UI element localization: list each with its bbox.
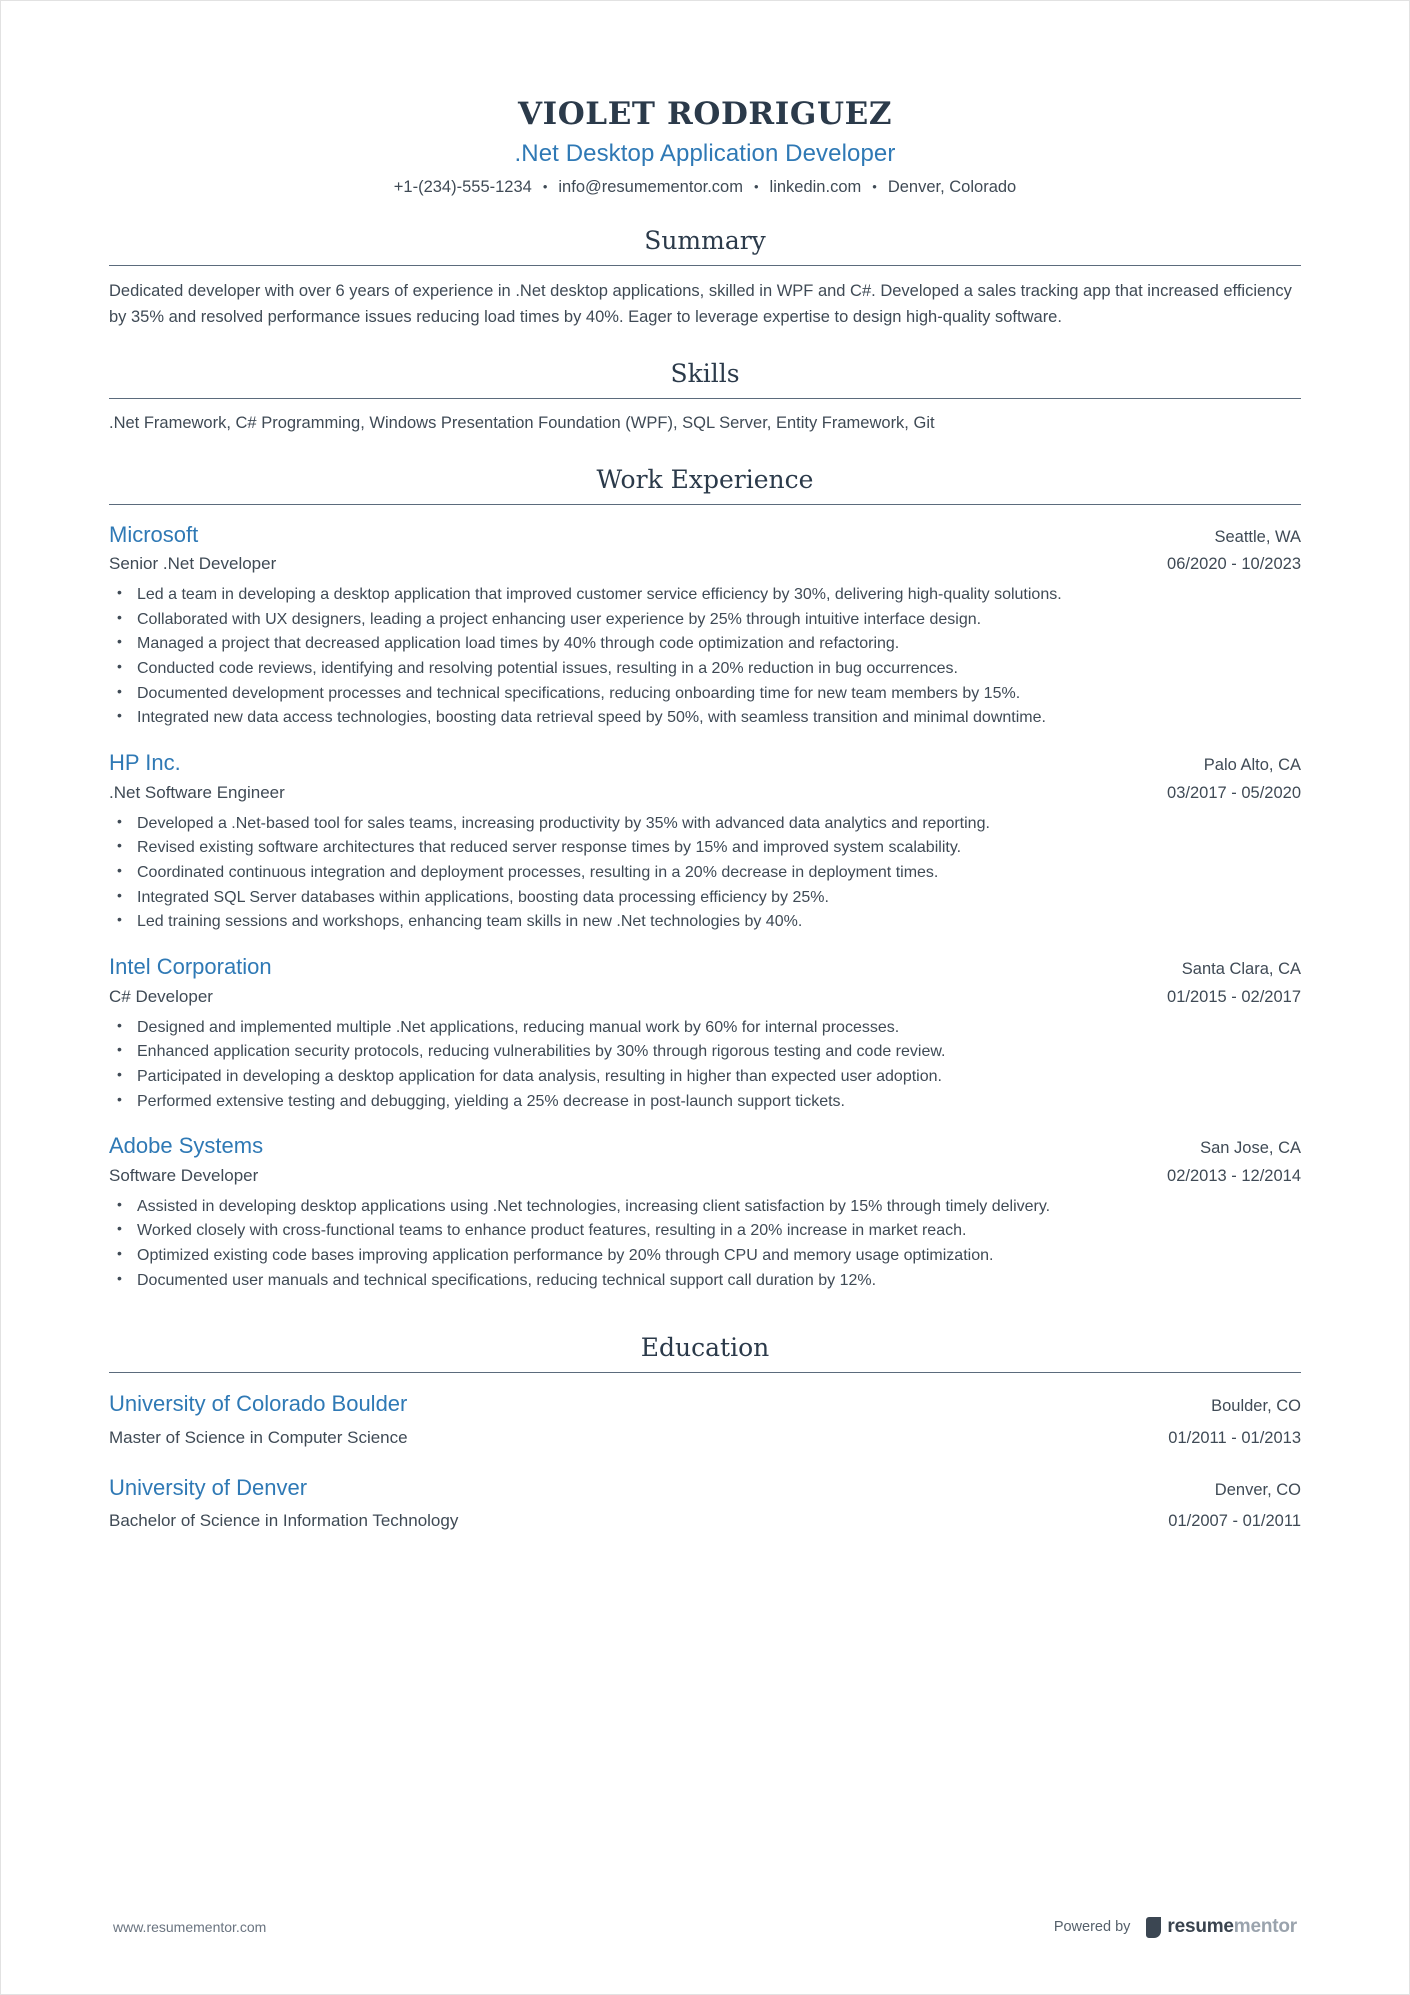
education-entry-header-row xyxy=(109,1390,1301,1419)
resumementor-logo xyxy=(1146,1916,1297,1938)
education-entry xyxy=(109,1373,1301,1450)
work-company-name: Microsoft xyxy=(109,521,199,547)
summary-text: Dedicated developer with over 6 years of experience in .Net desktop applications, skilled in WPF and C#. Developed a sales tracking app that increased efficiency by 35% and resolved performance issues reducing load times by 40%. Eager to leverage expertise to design high-quality software. xyxy=(109,281,1292,326)
footer-branding xyxy=(1054,1916,1297,1938)
education-date-range: 01/2011 - 01/2013 xyxy=(1168,1428,1301,1447)
work-bullet-item: • Managed a project that decreased application load times by 40% through code optimization and refactoring. xyxy=(109,632,1301,656)
powered-by-label: Powered by xyxy=(1053,1919,1131,1935)
work-bullet-item: • Documented development processes and technical specifications, reducing onboarding time for new team members by 15%. xyxy=(109,682,1301,706)
work-entry-list xyxy=(109,505,1301,1293)
bullet-separator-icon: • xyxy=(542,179,548,195)
education-location: Denver, CO xyxy=(1214,1480,1301,1499)
work-location: Seattle, WA xyxy=(1214,527,1301,546)
brand-wordmark-second: mentor xyxy=(1233,1916,1297,1937)
section-title-education: Education xyxy=(640,1333,770,1363)
candidate-job-title: .Net Desktop Application Developer xyxy=(514,140,896,168)
work-entry-header-row xyxy=(109,953,1301,982)
work-bullet-item: • Participated in developing a desktop application for data analysis, resulting in higher than expected user adoption. xyxy=(109,1065,1301,1089)
work-location: San Jose, CA xyxy=(1200,1139,1301,1158)
work-bullet-item: • Documented user manuals and technical specifications, reducing technical support call duration by 12%. xyxy=(109,1269,1301,1293)
skills-list: .Net Framework, C# Programming, Windows Presentation Foundation (WPF), SQL Server, Entity Framework, Git xyxy=(109,414,935,433)
work-bullet-item: • Developed a .Net-based tool for sales teams, increasing productivity by 35% with advanced data analytics and reporting. xyxy=(109,812,1301,836)
education-entry xyxy=(109,1450,1301,1534)
work-date-range: 01/2015 - 02/2017 xyxy=(1167,987,1301,1006)
work-bullet-item: • Led a team in developing a desktop application that improved customer service efficiency by 30%, delivering high-quality solutions. xyxy=(109,583,1301,607)
work-bullet-item: • Integrated new data access technologies, boosting data retrieval speed by 50%, with seamless transition and minimal downtime. xyxy=(109,706,1301,730)
education-date-range: 01/2007 - 01/2011 xyxy=(1168,1512,1301,1531)
work-bullet-item: • Collaborated with UX designers, leading a project enhancing user experience by 25% through intuitive interface design. xyxy=(109,608,1301,632)
resume-sheet xyxy=(1,1,1409,1533)
contact-linkedin[interactable]: linkedin.com xyxy=(769,178,862,197)
contact-email[interactable]: info@resumementor.com xyxy=(558,178,743,197)
brand-wordmark xyxy=(1167,1916,1297,1938)
work-bullet-item: • Coordinated continuous integration and deployment processes, resulting in a 20% decrease in deployment times. xyxy=(109,861,1301,885)
contact-location: Denver, Colorado xyxy=(887,178,1017,197)
education-school-name: University of Denver xyxy=(109,1474,308,1500)
work-job-title: Senior .Net Developer xyxy=(109,554,277,574)
work-bullet-list xyxy=(109,583,1301,730)
work-entry-subheader-row xyxy=(109,986,1301,1009)
work-job-title: C# Developer xyxy=(109,986,213,1006)
work-entry-header-row xyxy=(109,521,1301,550)
education-entry-subheader-row xyxy=(109,1423,1301,1450)
work-job-title: .Net Software Engineer xyxy=(109,782,285,802)
work-entry xyxy=(109,1114,1301,1292)
work-bullet-item: • Conducted code reviews, identifying and resolving potential issues, resulting in a 20% reduction in bug occurrences. xyxy=(109,657,1301,681)
work-job-title: Software Developer xyxy=(109,1165,259,1185)
work-location: Santa Clara, CA xyxy=(1181,960,1301,979)
work-entry-subheader-row xyxy=(109,1165,1301,1188)
work-bullet-item: • Revised existing software architectures that reduced server response times by 15% and improved system scalability. xyxy=(109,836,1301,860)
work-bullet-item: • Enhanced application security protocols, reducing vulnerabilities by 30% through rigorous testing and code review. xyxy=(109,1040,1301,1064)
education-degree: Bachelor of Science in Information Technology xyxy=(109,1511,459,1531)
resume-header xyxy=(109,1,1301,197)
education-entry-subheader-row xyxy=(109,1506,1301,1533)
work-bullet-item: • Designed and implemented multiple .Net applications, reducing manual work by 60% for internal processes. xyxy=(109,1016,1301,1040)
education-entry-header-row xyxy=(109,1474,1301,1503)
brand-wordmark-first: resume xyxy=(1167,1916,1234,1937)
work-date-range: 06/2020 - 10/2023 xyxy=(1167,555,1301,574)
work-bullet-list xyxy=(109,1016,1301,1114)
candidate-name: VIOLET RODRIGUEZ xyxy=(517,96,893,132)
work-bullet-item: • Integrated SQL Server databases within applications, boosting data processing efficiency by 25%. xyxy=(109,886,1301,910)
section-work-experience xyxy=(109,466,1301,1293)
work-bullet-item: • Assisted in developing desktop applications using .Net technologies, increasing client satisfaction by 15% through timely delivery. xyxy=(109,1195,1301,1219)
contact-line xyxy=(109,178,1301,197)
work-date-range: 03/2017 - 05/2020 xyxy=(1167,783,1301,802)
work-entry-subheader-row xyxy=(109,553,1301,576)
section-title-work-experience: Work Experience xyxy=(596,464,814,494)
work-entry xyxy=(109,505,1301,731)
education-school-name: University of Colorado Boulder xyxy=(109,1391,408,1417)
work-entry-header-row xyxy=(109,749,1301,778)
work-bullet-list xyxy=(109,812,1301,934)
work-bullet-item: • Led training sessions and workshops, enhancing team skills in new .Net technologies by 40%. xyxy=(109,910,1301,934)
education-location: Boulder, CO xyxy=(1211,1397,1301,1416)
bullet-separator-icon: • xyxy=(872,179,877,195)
footer-website-url[interactable]: www.resumementor.com xyxy=(113,1919,267,1935)
resumementor-mark-icon xyxy=(1146,1917,1161,1938)
work-company-name: Intel Corporation xyxy=(109,954,272,980)
section-title-summary: Summary xyxy=(644,226,766,256)
work-date-range: 02/2013 - 12/2014 xyxy=(1167,1166,1301,1185)
resume-footer xyxy=(1,1916,1409,1938)
work-location: Palo Alto, CA xyxy=(1203,756,1301,775)
work-company-name: HP Inc. xyxy=(109,750,181,776)
work-bullet-item: • Worked closely with cross-functional teams to enhance product features, resulting in a 20% increase in market reach. xyxy=(109,1219,1301,1243)
work-entry xyxy=(109,731,1301,934)
contact-phone[interactable]: +1-(234)-555-1234 xyxy=(393,178,532,197)
work-bullet-list xyxy=(109,1195,1301,1293)
section-title-skills: Skills xyxy=(670,359,740,389)
section-education xyxy=(109,1334,1301,1533)
work-entry-subheader-row xyxy=(109,782,1301,805)
education-degree: Master of Science in Computer Science xyxy=(109,1427,408,1447)
section-summary xyxy=(109,227,1301,330)
work-bullet-item: • Optimized existing code bases improving application performance by 20% through CPU and memory usage optimization. xyxy=(109,1244,1301,1268)
section-skills xyxy=(109,360,1301,436)
work-entry xyxy=(109,935,1301,1113)
work-company-name: Adobe Systems xyxy=(109,1133,264,1159)
work-entry-header-row xyxy=(109,1132,1301,1161)
education-entry-list xyxy=(109,1373,1301,1533)
bullet-separator-icon: • xyxy=(753,179,759,195)
work-bullet-item: • Performed extensive testing and debugging, yielding a 25% decrease in post-launch support tickets. xyxy=(109,1090,1301,1114)
